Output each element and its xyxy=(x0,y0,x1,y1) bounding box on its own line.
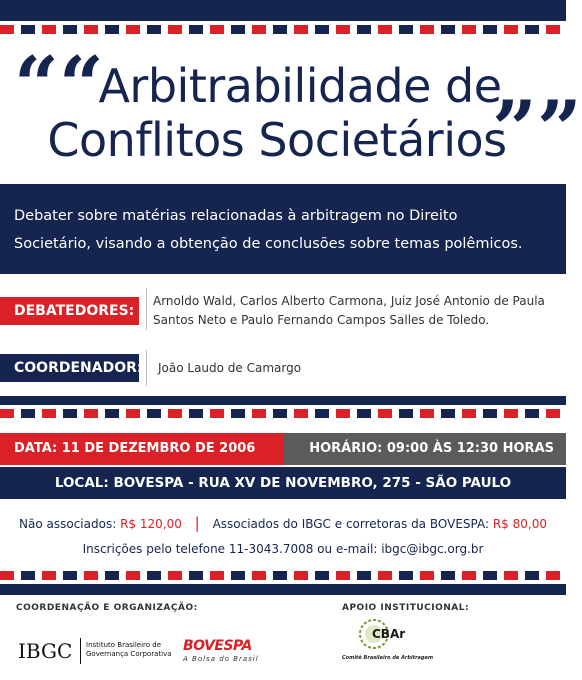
non-members-label: Não associados: xyxy=(19,517,121,531)
bovespa-logo-text: BOVESPA xyxy=(183,638,252,654)
members-label: Associados do IBGC e corretoras da BOVESPA: xyxy=(212,517,493,531)
ibgc-logo-text: IBGC xyxy=(18,639,73,663)
bovespa-logo-subtitle: A Bolsa do Brasil xyxy=(183,655,259,663)
coordenador-label: COORDENADOR: xyxy=(0,354,139,382)
debatedores-names xyxy=(153,292,545,330)
coord-label: COORDENAÇÃO E ORGANIZAÇÃO: xyxy=(16,603,198,613)
mid-stripe xyxy=(0,409,566,418)
coordenador-name: João Laudo de Camargo xyxy=(158,361,302,375)
debatedores-label: DEBATEDORES: xyxy=(0,297,139,325)
bottom-stripe xyxy=(0,571,566,580)
registration-info: Inscrições pelo telefone 11-3043.7008 ou e-mail: ibgc@ibgc.org.br xyxy=(82,542,484,556)
description-line1: Debater sobre matérias relacionadas à arbitragem no Direito xyxy=(14,208,458,224)
event-time: HORÁRIO: 09:00 ÀS 12:30 HORAS xyxy=(309,441,554,456)
mid-band xyxy=(0,396,566,405)
pricing-line xyxy=(0,514,566,532)
bottom-band xyxy=(0,584,566,595)
debatedores-line1: Arnoldo Wald, Carlos Alberto Carmona, Juiz José Antonio de Paula xyxy=(153,294,545,308)
event-date: DATA: 11 DE DEZEMBRO DE 2006 xyxy=(14,441,256,456)
page-title-line1: Arbitrabilidade de xyxy=(98,59,502,113)
support-label: APOIO INSTITUCIONAL: xyxy=(342,603,470,613)
cbar-logo-text: CBAr xyxy=(372,627,406,641)
top-band xyxy=(0,0,566,21)
close-quote-mark: ”” xyxy=(492,84,582,175)
non-members-price: R$ 120,00 xyxy=(120,517,182,531)
top-stripe xyxy=(0,25,566,34)
description-box xyxy=(0,184,566,274)
ibgc-logo-subtitle xyxy=(86,641,172,659)
event-location: LOCAL: BOVESPA - RUA XV DE NOVEMBRO, 275 - SÃO PAULO xyxy=(54,475,512,491)
description-line2: Societário, visando a obtenção de conclusões sobre temas polêmicos. xyxy=(14,236,523,252)
ibgc-logo-divider xyxy=(80,638,81,664)
date-box xyxy=(0,433,283,465)
ibgc-sub-line1: Instituto Brasileiro de xyxy=(86,641,162,649)
open-quote-mark: ““ xyxy=(14,40,104,131)
debatedores-line2: Santos Neto e Paulo Fernando Campos Salles de Toledo. xyxy=(153,313,490,327)
price-separator: | xyxy=(194,514,200,532)
coordenador-divider xyxy=(146,350,147,386)
ibgc-sub-line2: Governança Corporativa xyxy=(86,650,172,658)
members-price: R$ 80,00 xyxy=(492,517,547,531)
bovespa-logo xyxy=(183,638,259,664)
cbar-logo-subtitle: Comitê Brasileiro de Arbitragem xyxy=(342,655,434,661)
close-quote xyxy=(492,84,582,175)
debatedores-divider xyxy=(146,288,147,330)
page-title-line2: Conflitos Societários xyxy=(47,113,507,167)
time-box xyxy=(283,433,566,465)
ibgc-logo xyxy=(18,636,72,666)
location-box xyxy=(0,467,566,499)
